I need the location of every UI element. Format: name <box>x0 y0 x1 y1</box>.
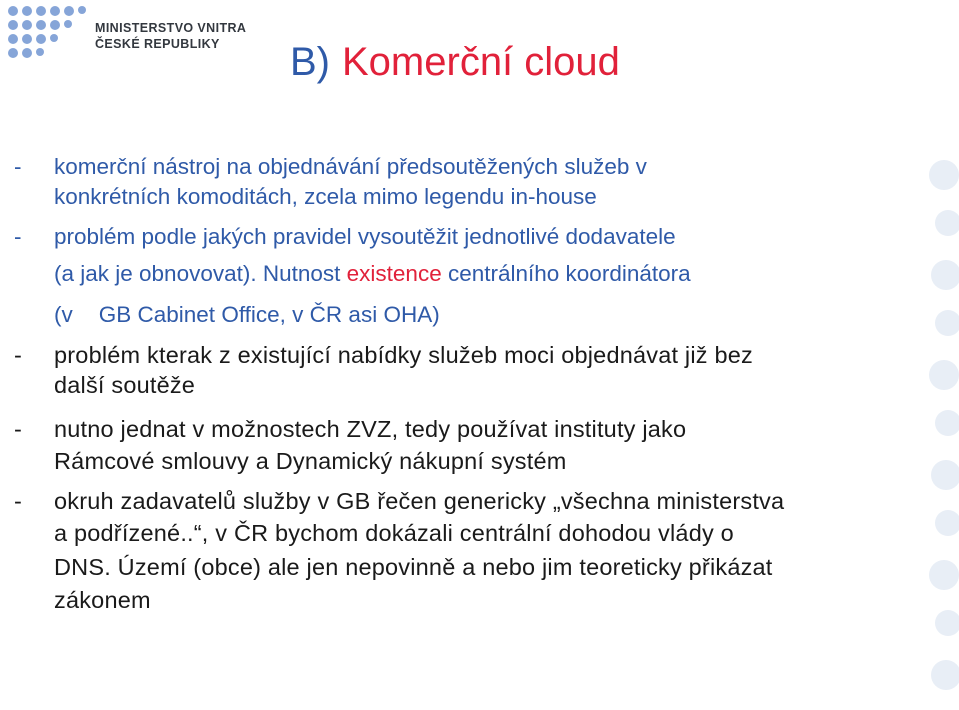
bullet-dash: - <box>14 488 23 514</box>
decorative-dots-right <box>899 150 959 710</box>
ministry-name-line2: ČESKÉ REPUBLIKY <box>95 37 220 51</box>
ministry-name-line1: MINISTERSTVO VNITRA <box>95 21 247 35</box>
bullet-4-line-2 <box>14 446 567 476</box>
bullet-2-text-gb: GB Cabinet Office, v ČR asi OHA) <box>98 302 440 327</box>
bullet-5-line-1 <box>14 486 784 516</box>
bullet-3-text-cont: další soutěže <box>54 372 196 398</box>
bullet-5-text-2: a podřízené..“, v ČR bychom dokázali centrální dohodou vlády o <box>54 520 734 546</box>
bullet-2-highlight: existence <box>346 261 442 286</box>
bullet-2-line-3 <box>14 300 440 330</box>
bullet-3-line-1 <box>14 340 753 370</box>
bullet-4-line-1 <box>14 414 686 444</box>
bullet-1-line-1 <box>14 152 647 182</box>
bullet-dash: - <box>14 342 23 368</box>
slide-title-prefix: B) <box>290 40 330 84</box>
ministry-name <box>95 20 246 52</box>
bullet-dash: - <box>14 416 23 442</box>
bullet-5-line-2 <box>14 518 734 548</box>
bullet-3-line-2 <box>14 370 195 400</box>
bullet-dash: - <box>14 154 22 179</box>
bullet-2-text: problém podle jakých pravidel vysoutěžit jednotlivé dodavatele <box>54 224 676 249</box>
bullet-dash: - <box>14 224 22 249</box>
bullet-2-line-1 <box>14 222 676 252</box>
bullet-2-line-2 <box>14 259 691 289</box>
bullet-4-text-cont: Rámcové smlouvy a Dynamický nákupní systém <box>54 448 567 474</box>
bullet-2-text-a: (a jak je obnovovat). Nutnost <box>54 261 347 286</box>
bullet-5-text-3: DNS. Území (obce) ale jen nepovinně a nebo jim teoreticky přikázat <box>54 554 773 580</box>
bullet-1-line-2 <box>14 182 597 212</box>
bullet-5-text: okruh zadavatelů služby v GB řečen genericky „všechna ministerstva <box>54 488 785 514</box>
slide-title <box>290 40 620 85</box>
bullet-4-text: nutno jednat v možnostech ZVZ, tedy používat instituty jako <box>54 416 687 442</box>
bullet-1-text-cont: konkrétních komoditách, zcela mimo legendu in-house <box>54 184 597 209</box>
bullet-1-text: komerční nástroj na objednávání předsoutěžených služeb v <box>54 154 647 179</box>
bullet-3-text: problém kterak z existující nabídky služeb moci objednávat již bez <box>54 342 753 368</box>
slide-title-text: Komerční cloud <box>342 40 620 84</box>
bullet-5-text-4: zákonem <box>54 587 151 613</box>
bullet-2-text-c: centrálního koordinátora <box>441 261 691 286</box>
bullet-2-text-paren: (v <box>54 302 73 327</box>
bullet-5-line-4 <box>14 585 151 615</box>
bullet-5-line-3 <box>14 552 773 582</box>
